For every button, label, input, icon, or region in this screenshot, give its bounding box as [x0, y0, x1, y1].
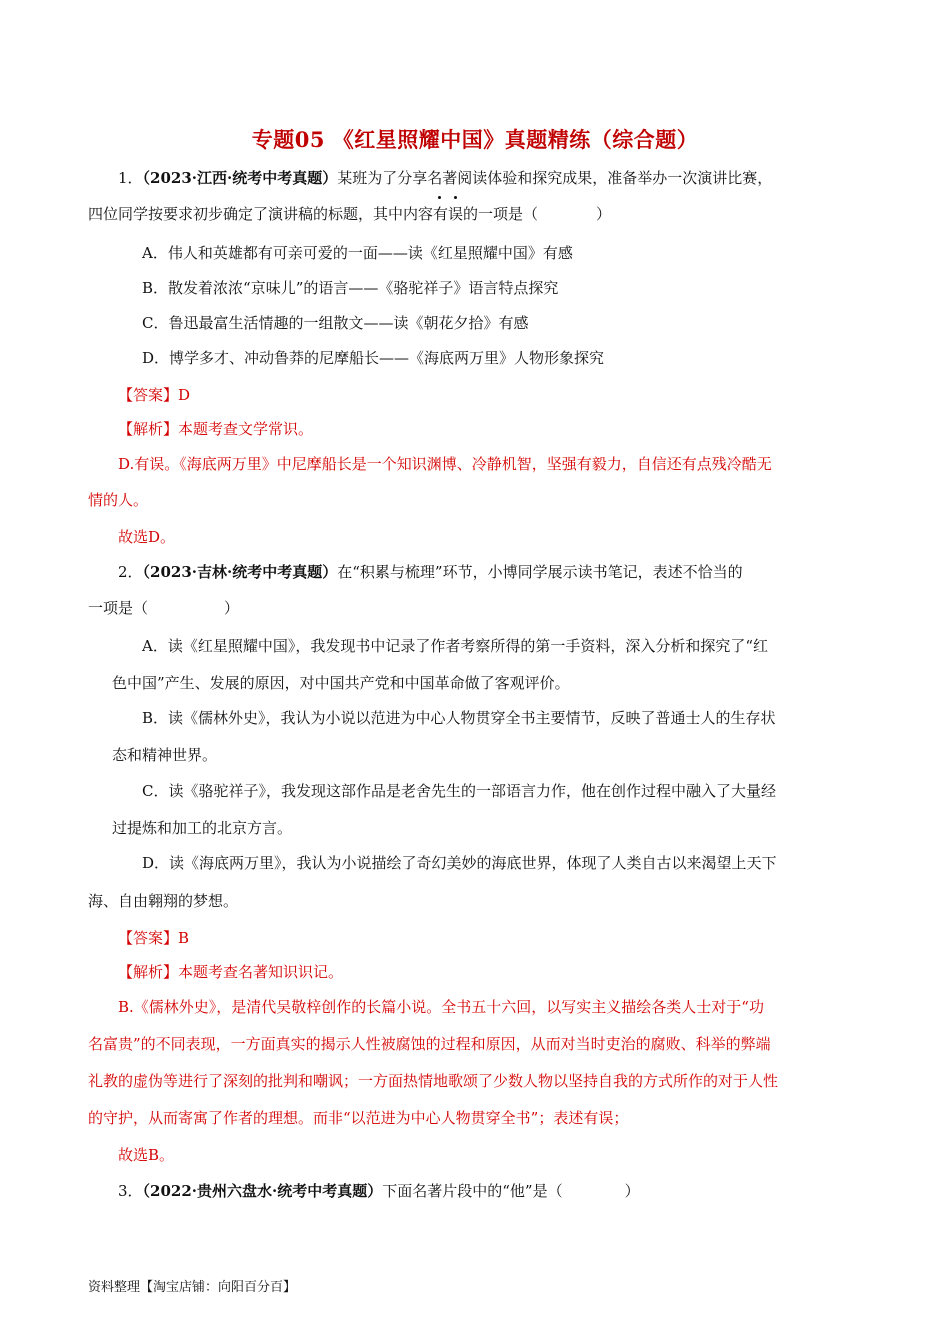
q1-detail-line1: D.有误。《海底两万里》中尼摩船长是一个知识渊博、冷静机智，坚强有毅力，自信还有点残冷酷无	[118, 455, 772, 473]
q3-stem: 3．（2022·贵州六盘水·统考中考真题）下面名著片段中的“他”是（ ）	[118, 1182, 640, 1200]
emphasis-dot	[438, 196, 441, 199]
q1-source: （2023·江西·统考中考真题）	[142, 169, 338, 187]
q3-number: 3．	[118, 1182, 143, 1200]
q2-detail-line3: 礼教的虚伪等进行了深刻的批判和嘲讽；一方面热情地歌颂了少数人物以坚持自我的方式所作的对于人性	[88, 1072, 779, 1090]
answer-value: B	[178, 929, 190, 947]
q1-stem-text2b: 的一项是（	[463, 205, 539, 223]
emphasis-dot	[454, 196, 457, 199]
answer-value: D	[178, 386, 191, 404]
q1-option-c: C．鲁迅最富生活情趣的一组散文——读《朝花夕拾》有感	[142, 314, 529, 332]
page-title: 专题05 《红星照耀中国》真题精练（综合题）	[251, 127, 699, 152]
footer-source: 资料整理【淘宝店铺：向阳百分百】	[88, 1280, 297, 1295]
q2-option-c-line1: C．读《骆驼祥子》，我发现这部作品是老舍先生的一部语言力作，他在创作过程中融入了大量经	[142, 782, 776, 800]
analysis-text: 本题考查名著知识识记。	[178, 963, 344, 981]
analysis-label: 【解析】	[118, 420, 179, 438]
q1-stem-text2a: 四位同学按要求初步确定了演讲稿的标题，其中内容	[88, 205, 434, 223]
q2-option-a-line1: A．读《红星照耀中国》，我发现书中记录了作者考察所得的第一手资料，深入分析和探究了“红	[142, 637, 769, 655]
answer-label: 【答案】	[118, 386, 179, 404]
q1-option-b: B．散发着浓浓“京味儿”的语言——《骆驼祥子》语言特点探究	[142, 279, 559, 297]
q1-stem-line1	[118, 168, 772, 188]
q2-source: （2023·吉林·统考中考真题）	[142, 563, 338, 581]
q1-detail-line2: 情的人。	[88, 491, 149, 509]
analysis-label: 【解析】	[118, 963, 179, 981]
answer-label: 【答案】	[118, 929, 179, 947]
q2-option-d-line2: 海、自由翱翔的梦想。	[88, 892, 239, 910]
q1-stem-text1: 某班为了分享名著阅读体验和探究成果，准备举办一次演讲比赛，	[337, 169, 773, 187]
q1-number: 1．	[118, 169, 143, 187]
q2-stem-line1	[118, 562, 743, 582]
q2-option-b-line1: B．读《儒林外史》，我认为小说以范进为中心人物贯穿全书主要情节，反映了普通士人的生存状	[142, 709, 776, 727]
q1-option-d: D．博学多才、冲动鲁莽的尼摩船长——《海底两万里》人物形象探究	[142, 349, 605, 367]
q2-option-b-line2: 态和精神世界。	[112, 746, 218, 764]
q2-choose: 故选B。	[118, 1146, 175, 1164]
q3-source: （2022·贵州六盘水·统考中考真题）	[142, 1182, 383, 1200]
q2-detail-line1: B.《儒林外史》，是清代吴敬梓创作的长篇小说。全书五十六回，以写实主义描绘各类人士对于“功	[118, 998, 764, 1016]
q2-number: 2．	[118, 563, 143, 581]
q1-analysis	[118, 419, 313, 439]
q1-answer	[118, 385, 190, 405]
q2-option-a-line2: 色中国”产生、发展的原因，对中国共产党和中国革命做了客观评价。	[112, 674, 570, 692]
q2-option-d-line1: D．读《海底两万里》，我认为小说描绘了奇幻美妙的海底世界，体现了人类自古以来渴望上天下	[142, 854, 777, 872]
q2-answer	[118, 928, 189, 948]
q2-detail-line2: 名富贵”的不同表现，一方面真实的揭示人性被腐蚀的过程和原因，从而对当时吏治的腐败、科举的弊端	[88, 1035, 771, 1053]
q1-choose: 故选D。	[118, 528, 176, 546]
q2-stem-text1: 在“积累与梳理”环节，小博同学展示读书笔记，表述不恰当的	[337, 563, 743, 581]
q2-option-c-line2: 过提炼和加工的北京方言。	[112, 819, 293, 837]
analysis-text: 本题考查文学常识。	[178, 420, 314, 438]
q1-emphasis: 有误	[433, 205, 463, 223]
q2-detail-line4: 的守护，从而寄寓了作者的理想。而非“以范进为中心人物贯穿全书”；表述有误；	[88, 1109, 629, 1127]
q1-stem-line2: 四位同学按要求初步确定了演讲稿的标题，其中内容 有误的一项是（ ）	[88, 204, 611, 224]
q2-stem-line2: 一项是（ ）	[88, 599, 240, 617]
q2-analysis	[118, 962, 343, 982]
q1-option-a: A．伟人和英雄都有可亲可爱的一面——读《红星照耀中国》有感	[142, 244, 573, 262]
